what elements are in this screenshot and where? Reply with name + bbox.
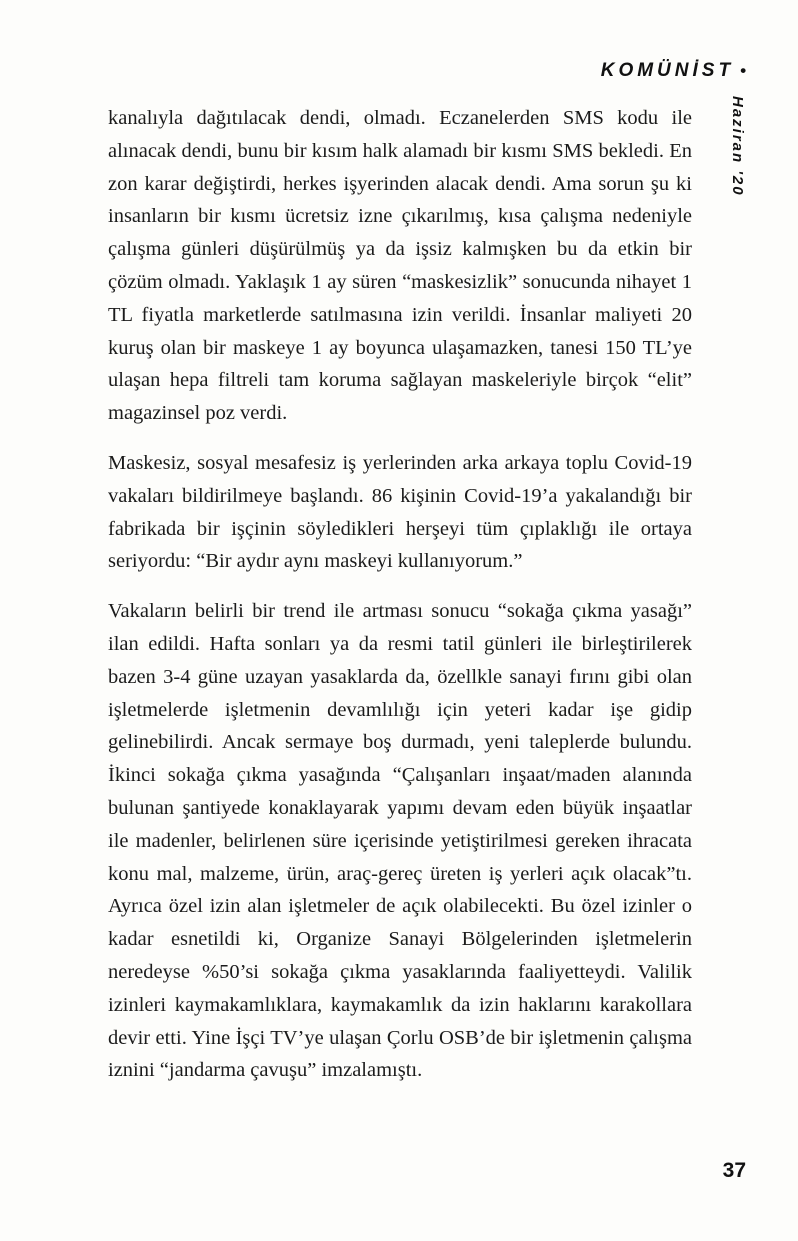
page-number: 37 (722, 1159, 746, 1182)
paragraph-2: Maskesiz, sosyal mesafesiz iş yerlerinden arka arkaya toplu Covid-19 vakaları bildirilmeye başlandı. 86 kişinin Covid-19’a yakalandığı bir fabrikada bir işçinin söyledikleri herşeyi tüm çıplaklığı ile ortaya seriyordu: “Bir aydır aynı maskeyi kullanıyorum.” (108, 451, 692, 573)
article-body (108, 102, 692, 1104)
journal-title: KOMÜNİST (600, 60, 735, 81)
paragraph-1: kanalıyla dağıtılacak dendi, olmadı. Eczanelerden SMS kodu ile alınacak dendi, bunu bir kısım halk alamadı bir kısmı SMS bekledi. En zon karar değiştirdi, herkes işyerinden alacak dendi. Ama sorun şu ki insanların bir kısmı ücretsiz izne çıkarılmış, kısa çalışma nedeniyle çalışma günleri düşürülmüş ya da işsiz kalmışken bu da etkin bir çözüm olmadı. Yaklaşık 1 ay süren “maskesizlik” sonucunda nihayet 1 TL fiyatla marketlerde satılmasına izin verildi. İnsanlar maliyeti 20 kuruş olan bir maskeye 1 ay boyunca ulaşamazken, tanesi 150 TL’ye ulaşan hepa filtreli tam koruma sağlayan maskeleriyle birçok “elit” magazinsel poz verdi. (108, 107, 692, 425)
page-header (601, 60, 746, 82)
paragraph-3: Vakaların belirli bir trend ile artması sonucu “sokağa çıkma yasağı” ilan edildi. Hafta sonları ya da resmi tatil günleri ile birleştirilerek bazen 3-4 güne uzayan yasaklarda da, özellkle sanayi fırını gibi olan işletmelerde işletmenin devamlılığı için yeteri kadar işe gidip gelinebilirdi. Ancak sermaye boş durmadı, yeni taleplerde bulundu. İkinci sokağa çıkma yasağında “Çalışanları inşaat/maden alanında bulunan şantiyede konaklayarak yapımı devam eden büyük inşaatlar ile madenler, belirlenen süre içerisinde yetiştirilmesi gereken ihracata konu mal, malzeme, ürün, araç-gereç üreten iş yerleri açık olacak”tı. Ayrıca özel izin alan işletmeler de açık olabilecekti. Bu özel izinler o kadar esnetildi ki, Organize Sanayi Bölgelerinden işletmelerin neredeyse %50’si sokağa çıkma yasaklarında faaliyetteydi. Valilik izinleri kaymakamlıklara, kaymakamlık da izin haklarını karakollara devir etti. Yine İşçi TV’ye ulaşan Çorlu OSB’de bir işletmenin çalışma iznini “jandarma çavuşu” imzalamıştı. (108, 600, 692, 1082)
issue-date: Haziran '20 (729, 96, 746, 197)
header-bullet-icon: • (740, 61, 746, 80)
